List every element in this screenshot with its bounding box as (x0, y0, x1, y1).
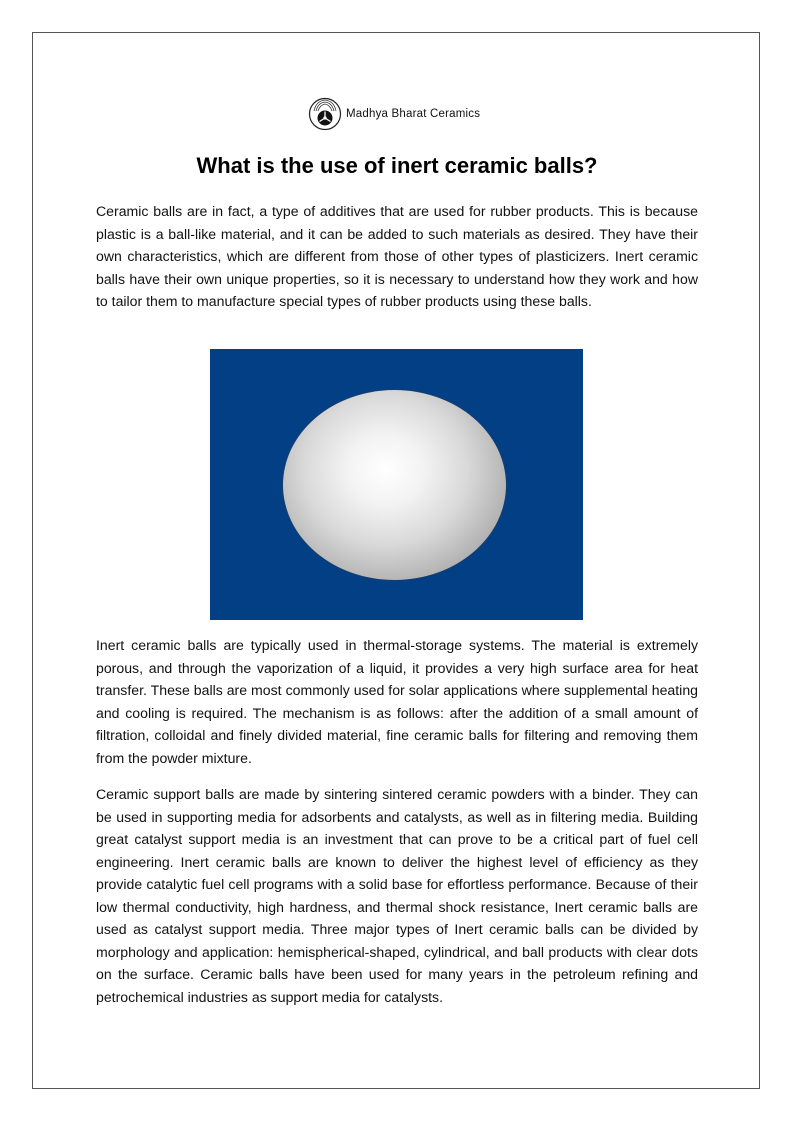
ceramic-ball-image (210, 349, 583, 620)
ceramic-ball-graphic (283, 390, 506, 580)
paragraph-support-balls: Ceramic support balls are made by sintering sintered ceramic powders with a binder. They can be used in supporting media for adsorbents and catalysts, as well as in filtering media. Building great catalyst support media is an investment that can prove to be a critical part of fuel cell engineering. Inert ceramic balls are known to deliver the highest level of efficiency as they provide catalytic fuel cell programs with a solid base for effortless performance. Because of their low thermal conductivity, high hardness, and thermal shock resistance, Inert ceramic balls are used as catalyst support media. Three major types of Inert ceramic balls can be divided by morphology and application: hemispherical-shaped, cylindrical, and ball products with clear dots on the surface. Ceramic balls have been used for many years in the petroleum refining and petrochemical industries as support media for catalysts. (96, 786, 698, 1005)
company-logo-icon (308, 97, 342, 131)
paragraph-intro: Ceramic balls are in fact, a type of additives that are used for rubber products. This is because plastic is a ball-like material, and it can be added to such materials as desired. They have their own characteristics, which are different from those of other types of plasticizers. Inert ceramic balls have their own unique properties, so it is necessary to understand how they work and how to tailor them to manufacture special types of rubber products using these balls. (96, 203, 698, 309)
paragraph-thermal-storage: Inert ceramic balls are typically used in thermal-storage systems. The material is extremely porous, and through the vaporization of a liquid, it provides a very high surface area for heat transfer. These balls are most commonly used for solar applications where supplemental heating and cooling is required. The mechanism is as follows: after the addition of a small amount of filtration, colloidal and finely divided material, fine ceramic balls for filtering and removing them from the powder mixture. (96, 637, 698, 766)
brand-header[interactable] (308, 97, 480, 131)
brand-name: Madhya Bharat Ceramics (346, 108, 481, 120)
page-title: What is the use of inert ceramic balls? (196, 153, 598, 178)
